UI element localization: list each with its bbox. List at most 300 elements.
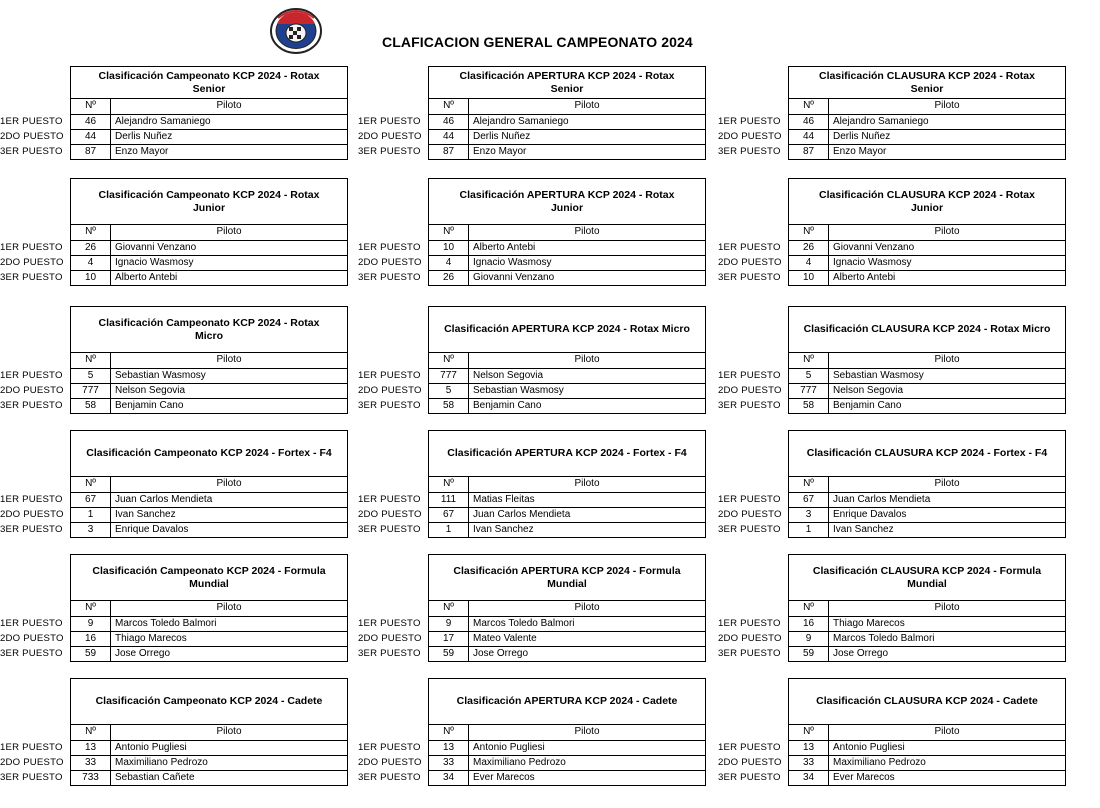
table-header-row xyxy=(71,353,347,368)
kart-number: 87 xyxy=(429,145,469,159)
kart-number: 777 xyxy=(71,384,111,398)
kart-number: 26 xyxy=(429,271,469,285)
position-label: 1ER PUESTO xyxy=(358,115,421,127)
kart-number: 59 xyxy=(71,647,111,661)
kart-number: 3 xyxy=(789,508,829,522)
kart-number: 4 xyxy=(789,256,829,270)
table-row xyxy=(789,144,1065,159)
pilot-name: Benjamin Cano xyxy=(833,400,902,411)
karting-club-logo-icon xyxy=(268,6,324,56)
classification-table xyxy=(428,306,706,414)
pilot-name: Enrique Davalos xyxy=(833,509,907,520)
position-label: 2DO PUESTO xyxy=(718,384,782,396)
position-label: 3ER PUESTO xyxy=(358,145,421,157)
kart-number: 3 xyxy=(71,523,111,537)
table-title: Clasificación CLAUSURA KCP 2024 - Rotax Senior xyxy=(789,67,1065,99)
classification-table xyxy=(70,554,348,662)
table-row xyxy=(789,740,1065,755)
table-row xyxy=(789,114,1065,129)
classification-table xyxy=(428,178,706,286)
position-label: 2DO PUESTO xyxy=(718,756,782,768)
table-title: Clasificación Campeonato KCP 2024 - Rotax Senior xyxy=(71,67,347,99)
pilot-name: Alberto Antebi xyxy=(473,242,536,253)
pilot-name: Derlis Nuñez xyxy=(115,131,173,142)
table-header-row xyxy=(789,225,1065,240)
position-label: 2DO PUESTO xyxy=(0,508,64,520)
kart-number: 59 xyxy=(429,647,469,661)
column-header-number: Nº xyxy=(789,353,829,368)
table-header-row xyxy=(429,601,705,616)
kart-number: 34 xyxy=(429,771,469,785)
table-row xyxy=(429,270,705,285)
classification-table xyxy=(788,66,1066,160)
classification-table xyxy=(428,678,706,786)
kart-number: 1 xyxy=(429,523,469,537)
kart-number: 26 xyxy=(71,241,111,255)
kart-number: 1 xyxy=(789,523,829,537)
pilot-name: Ivan Sanchez xyxy=(833,524,894,535)
classification-table xyxy=(788,178,1066,286)
table-row xyxy=(429,507,705,522)
kart-number: 44 xyxy=(429,130,469,144)
kart-number: 10 xyxy=(71,271,111,285)
kart-number: 10 xyxy=(429,241,469,255)
position-label: 1ER PUESTO xyxy=(718,115,781,127)
table-row xyxy=(429,129,705,144)
table-row xyxy=(71,398,347,413)
position-label: 3ER PUESTO xyxy=(0,399,63,411)
position-label: 3ER PUESTO xyxy=(0,145,63,157)
table-row xyxy=(429,492,705,507)
table-row xyxy=(429,755,705,770)
pilot-name: Ever Marecos xyxy=(833,772,895,783)
column-header-pilot: Piloto xyxy=(216,478,242,489)
table-row xyxy=(789,398,1065,413)
table-row xyxy=(429,144,705,159)
table-row xyxy=(71,114,347,129)
column-header-number: Nº xyxy=(429,225,469,240)
pilot-name: Nelson Segovia xyxy=(833,385,904,396)
table-row xyxy=(429,616,705,631)
table-title: Clasificación CLAUSURA KCP 2024 - Fortex - F4 xyxy=(789,431,1065,477)
kart-number: 733 xyxy=(71,771,111,785)
position-label: 1ER PUESTO xyxy=(0,241,63,253)
table-row xyxy=(789,646,1065,661)
table-header-row xyxy=(789,725,1065,740)
table-row xyxy=(429,770,705,785)
pilot-name: Antonio Pugliesi xyxy=(833,742,905,753)
table-header-row xyxy=(429,353,705,368)
table-header-row xyxy=(789,601,1065,616)
position-label: 1ER PUESTO xyxy=(718,617,781,629)
table-row xyxy=(71,368,347,383)
kart-number: 33 xyxy=(789,756,829,770)
pilot-name: Ignacio Wasmosy xyxy=(833,257,912,268)
position-label: 1ER PUESTO xyxy=(0,617,63,629)
table-header-row xyxy=(429,225,705,240)
kart-number: 67 xyxy=(789,493,829,507)
table-row xyxy=(789,129,1065,144)
position-label: 1ER PUESTO xyxy=(0,493,63,505)
classification-table xyxy=(70,678,348,786)
table-row xyxy=(71,129,347,144)
kart-number: 17 xyxy=(429,632,469,646)
table-row xyxy=(429,255,705,270)
table-row xyxy=(429,522,705,537)
kart-number: 58 xyxy=(429,399,469,413)
position-label: 2DO PUESTO xyxy=(718,256,782,268)
pilot-name: Giovanni Venzano xyxy=(833,242,915,253)
classification-table xyxy=(428,554,706,662)
column-header-number: Nº xyxy=(71,353,111,368)
table-row xyxy=(429,114,705,129)
position-label: 1ER PUESTO xyxy=(718,241,781,253)
table-title: Clasificación APERTURA KCP 2024 - Rotax Junior xyxy=(429,179,705,225)
table-row xyxy=(429,740,705,755)
position-label: 2DO PUESTO xyxy=(0,256,64,268)
table-row xyxy=(71,255,347,270)
position-label: 1ER PUESTO xyxy=(0,115,63,127)
kart-number: 5 xyxy=(71,369,111,383)
pilot-name: Juan Carlos Mendieta xyxy=(473,509,571,520)
table-row xyxy=(789,240,1065,255)
position-label: 2DO PUESTO xyxy=(358,384,422,396)
position-label: 1ER PUESTO xyxy=(358,241,421,253)
kart-number: 26 xyxy=(789,241,829,255)
table-header-row xyxy=(71,601,347,616)
position-label: 2DO PUESTO xyxy=(718,508,782,520)
kart-number: 9 xyxy=(429,617,469,631)
column-header-pilot: Piloto xyxy=(934,100,960,111)
table-row xyxy=(789,616,1065,631)
table-title: Clasificación CLAUSURA KCP 2024 - Rotax Junior xyxy=(789,179,1065,225)
table-row xyxy=(429,398,705,413)
table-row xyxy=(789,492,1065,507)
position-label: 3ER PUESTO xyxy=(358,771,421,783)
pilot-name: Maximiliano Pedrozo xyxy=(833,757,926,768)
kart-number: 5 xyxy=(429,384,469,398)
pilot-name: Benjamin Cano xyxy=(115,400,184,411)
column-header-number: Nº xyxy=(429,601,469,616)
position-label: 3ER PUESTO xyxy=(718,399,781,411)
kart-number: 59 xyxy=(789,647,829,661)
table-row xyxy=(789,507,1065,522)
pilot-name: Benjamin Cano xyxy=(473,400,542,411)
column-header-pilot: Piloto xyxy=(216,100,242,111)
classification-table xyxy=(70,66,348,160)
kart-number: 9 xyxy=(789,632,829,646)
pilot-name: Marcos Toledo Balmori xyxy=(833,633,935,644)
column-header-number: Nº xyxy=(789,601,829,616)
table-header-row xyxy=(71,99,347,114)
pilot-name: Antonio Pugliesi xyxy=(115,742,187,753)
pilot-name: Alejandro Samaniego xyxy=(473,116,569,127)
column-header-pilot: Piloto xyxy=(934,602,960,613)
kart-number: 1 xyxy=(71,508,111,522)
kart-number: 33 xyxy=(71,756,111,770)
kart-number: 46 xyxy=(429,115,469,129)
position-label: 3ER PUESTO xyxy=(718,647,781,659)
table-row xyxy=(789,631,1065,646)
column-header-pilot: Piloto xyxy=(574,726,600,737)
pilot-name: Matias Fleitas xyxy=(473,494,535,505)
position-label: 3ER PUESTO xyxy=(718,271,781,283)
position-label: 2DO PUESTO xyxy=(358,632,422,644)
position-label: 2DO PUESTO xyxy=(358,256,422,268)
classification-table xyxy=(788,678,1066,786)
table-row xyxy=(429,383,705,398)
kart-number: 13 xyxy=(429,741,469,755)
column-header-pilot: Piloto xyxy=(574,100,600,111)
column-header-number: Nº xyxy=(429,725,469,740)
column-header-number: Nº xyxy=(429,353,469,368)
table-row xyxy=(71,507,347,522)
table-title: Clasificación Campeonato KCP 2024 - Rotax Micro xyxy=(71,307,347,353)
pilot-name: Mateo Valente xyxy=(473,633,537,644)
position-label: 3ER PUESTO xyxy=(718,523,781,535)
table-title: Clasificación APERTURA KCP 2024 - Rotax Senior xyxy=(429,67,705,99)
position-label: 3ER PUESTO xyxy=(358,271,421,283)
pilot-name: Antonio Pugliesi xyxy=(473,742,545,753)
pilot-name: Enzo Mayor xyxy=(473,146,527,157)
position-label: 1ER PUESTO xyxy=(358,369,421,381)
table-title: Clasificación APERTURA KCP 2024 - Rotax Micro xyxy=(429,307,705,353)
kart-number: 67 xyxy=(71,493,111,507)
position-label: 3ER PUESTO xyxy=(0,523,63,535)
pilot-name: Alberto Antebi xyxy=(115,272,178,283)
kart-number: 4 xyxy=(71,256,111,270)
position-label: 2DO PUESTO xyxy=(718,632,782,644)
kart-number: 13 xyxy=(71,741,111,755)
position-label: 2DO PUESTO xyxy=(358,756,422,768)
column-header-number: Nº xyxy=(789,477,829,492)
table-header-row xyxy=(71,225,347,240)
kart-number: 777 xyxy=(789,384,829,398)
kart-number: 44 xyxy=(71,130,111,144)
classification-table xyxy=(788,554,1066,662)
table-header-row xyxy=(789,99,1065,114)
position-label: 1ER PUESTO xyxy=(358,617,421,629)
kart-number: 16 xyxy=(789,617,829,631)
pilot-name: Ignacio Wasmosy xyxy=(473,257,552,268)
pilot-name: Sebastian Cañete xyxy=(115,772,195,783)
kart-number: 33 xyxy=(429,756,469,770)
table-row xyxy=(789,755,1065,770)
table-title: Clasificación Campeonato KCP 2024 - Fortex - F4 xyxy=(71,431,347,477)
kart-number: 777 xyxy=(429,369,469,383)
table-row xyxy=(789,368,1065,383)
classification-table xyxy=(70,178,348,286)
kart-number: 13 xyxy=(789,741,829,755)
pilot-name: Thiago Marecos xyxy=(833,618,905,629)
classification-table xyxy=(70,430,348,538)
column-header-number: Nº xyxy=(789,225,829,240)
classification-table xyxy=(428,430,706,538)
position-label: 3ER PUESTO xyxy=(0,771,63,783)
pilot-name: Marcos Toledo Balmori xyxy=(473,618,575,629)
pilot-name: Derlis Nuñez xyxy=(473,131,531,142)
kart-number: 4 xyxy=(429,256,469,270)
table-header-row xyxy=(789,477,1065,492)
kart-number: 5 xyxy=(789,369,829,383)
pilot-name: Jose Orrego xyxy=(833,648,889,659)
column-header-number: Nº xyxy=(71,225,111,240)
kart-number: 58 xyxy=(789,399,829,413)
table-row xyxy=(71,240,347,255)
table-title: Clasificación CLAUSURA KCP 2024 - Rotax Micro xyxy=(789,307,1065,353)
position-label: 2DO PUESTO xyxy=(0,632,64,644)
column-header-pilot: Piloto xyxy=(934,354,960,365)
position-label: 1ER PUESTO xyxy=(718,493,781,505)
pilot-name: Nelson Segovia xyxy=(473,370,544,381)
table-row xyxy=(789,383,1065,398)
pilot-name: Sebastian Wasmosy xyxy=(473,385,564,396)
pilot-name: Maximiliano Pedrozo xyxy=(473,757,566,768)
position-label: 1ER PUESTO xyxy=(718,369,781,381)
kart-number: 87 xyxy=(789,145,829,159)
kart-number: 67 xyxy=(429,508,469,522)
pilot-name: Thiago Marecos xyxy=(115,633,187,644)
pilot-name: Ignacio Wasmosy xyxy=(115,257,194,268)
table-row xyxy=(789,770,1065,785)
pilot-name: Juan Carlos Mendieta xyxy=(115,494,213,505)
table-row xyxy=(71,755,347,770)
column-header-pilot: Piloto xyxy=(574,602,600,613)
pilot-name: Sebastian Wasmosy xyxy=(833,370,924,381)
column-header-number: Nº xyxy=(789,99,829,114)
table-row xyxy=(71,646,347,661)
pilot-name: Enrique Davalos xyxy=(115,524,189,535)
position-label: 1ER PUESTO xyxy=(0,741,63,753)
classification-table xyxy=(788,306,1066,414)
position-label: 3ER PUESTO xyxy=(0,647,63,659)
column-header-pilot: Piloto xyxy=(934,478,960,489)
position-label: 2DO PUESTO xyxy=(0,130,64,142)
position-label: 1ER PUESTO xyxy=(358,741,421,753)
kart-number: 46 xyxy=(789,115,829,129)
table-title: Clasificación APERTURA KCP 2024 - Fortex - F4 xyxy=(429,431,705,477)
table-header-row xyxy=(429,725,705,740)
column-header-pilot: Piloto xyxy=(574,354,600,365)
kart-number: 9 xyxy=(71,617,111,631)
table-row xyxy=(71,270,347,285)
table-row xyxy=(429,631,705,646)
column-header-pilot: Piloto xyxy=(216,726,242,737)
pilot-name: Juan Carlos Mendieta xyxy=(833,494,931,505)
table-row xyxy=(789,522,1065,537)
pilot-name: Alejandro Samaniego xyxy=(833,116,929,127)
pilot-name: Sebastian Wasmosy xyxy=(115,370,206,381)
column-header-pilot: Piloto xyxy=(216,354,242,365)
position-label: 2DO PUESTO xyxy=(358,130,422,142)
position-label: 1ER PUESTO xyxy=(358,493,421,505)
position-label: 2DO PUESTO xyxy=(0,756,64,768)
pilot-name: Alejandro Samaniego xyxy=(115,116,211,127)
pilot-name: Ever Marecos xyxy=(473,772,535,783)
pilot-name: Nelson Segovia xyxy=(115,385,186,396)
column-header-pilot: Piloto xyxy=(934,726,960,737)
kart-number: 10 xyxy=(789,271,829,285)
pilot-name: Derlis Nuñez xyxy=(833,131,891,142)
classification-table xyxy=(428,66,706,160)
table-title: Clasificación Campeonato KCP 2024 - Rotax Junior xyxy=(71,179,347,225)
kart-number: 58 xyxy=(71,399,111,413)
table-row xyxy=(429,646,705,661)
pilot-name: Alberto Antebi xyxy=(833,272,896,283)
table-row xyxy=(789,270,1065,285)
table-header-row xyxy=(71,477,347,492)
column-header-number: Nº xyxy=(71,99,111,114)
position-label: 2DO PUESTO xyxy=(358,508,422,520)
classification-table xyxy=(70,306,348,414)
kart-number: 46 xyxy=(71,115,111,129)
kart-number: 44 xyxy=(789,130,829,144)
table-row xyxy=(71,144,347,159)
kart-number: 34 xyxy=(789,771,829,785)
pilot-name: Giovanni Venzano xyxy=(115,242,197,253)
position-label: 1ER PUESTO xyxy=(718,741,781,753)
column-header-number: Nº xyxy=(429,99,469,114)
table-row xyxy=(789,255,1065,270)
column-header-pilot: Piloto xyxy=(934,226,960,237)
pilot-name: Enzo Mayor xyxy=(833,146,887,157)
pilot-name: Maximiliano Pedrozo xyxy=(115,757,208,768)
table-row xyxy=(71,616,347,631)
column-header-number: Nº xyxy=(789,725,829,740)
table-header-row xyxy=(71,725,347,740)
pilot-name: Jose Orrego xyxy=(473,648,529,659)
table-header-row xyxy=(429,477,705,492)
column-header-pilot: Piloto xyxy=(574,226,600,237)
column-header-pilot: Piloto xyxy=(574,478,600,489)
pilot-name: Marcos Toledo Balmori xyxy=(115,618,217,629)
page-title: CLAFICACION GENERAL CAMPEONATO 2024 xyxy=(382,34,693,50)
position-label: 3ER PUESTO xyxy=(358,647,421,659)
position-label: 2DO PUESTO xyxy=(0,384,64,396)
column-header-number: Nº xyxy=(429,477,469,492)
position-label: 1ER PUESTO xyxy=(0,369,63,381)
column-header-pilot: Piloto xyxy=(216,226,242,237)
pilot-name: Jose Orrego xyxy=(115,648,171,659)
table-title: Clasificación APERTURA KCP 2024 - Cadete xyxy=(429,679,705,725)
table-row xyxy=(71,631,347,646)
position-label: 3ER PUESTO xyxy=(0,271,63,283)
table-row xyxy=(429,368,705,383)
position-label: 3ER PUESTO xyxy=(358,399,421,411)
table-row xyxy=(429,240,705,255)
column-header-number: Nº xyxy=(71,601,111,616)
kart-number: 16 xyxy=(71,632,111,646)
position-label: 2DO PUESTO xyxy=(718,130,782,142)
column-header-number: Nº xyxy=(71,477,111,492)
table-header-row xyxy=(429,99,705,114)
pilot-name: Ivan Sanchez xyxy=(115,509,176,520)
kart-number: 111 xyxy=(429,493,469,507)
position-label: 3ER PUESTO xyxy=(718,771,781,783)
table-title: Clasificación Campeonato KCP 2024 - Cadete xyxy=(71,679,347,725)
table-title: Clasificación Campeonato KCP 2024 - Formula Mundial xyxy=(71,555,347,601)
position-label: 3ER PUESTO xyxy=(358,523,421,535)
table-title: Clasificación CLAUSURA KCP 2024 - Formula Mundial xyxy=(789,555,1065,601)
table-row xyxy=(71,383,347,398)
table-row xyxy=(71,770,347,785)
pilot-name: Giovanni Venzano xyxy=(473,272,555,283)
pilot-name: Enzo Mayor xyxy=(115,146,169,157)
kart-number: 87 xyxy=(71,145,111,159)
column-header-number: Nº xyxy=(71,725,111,740)
table-title: Clasificación CLAUSURA KCP 2024 - Cadete xyxy=(789,679,1065,725)
position-label: 3ER PUESTO xyxy=(718,145,781,157)
